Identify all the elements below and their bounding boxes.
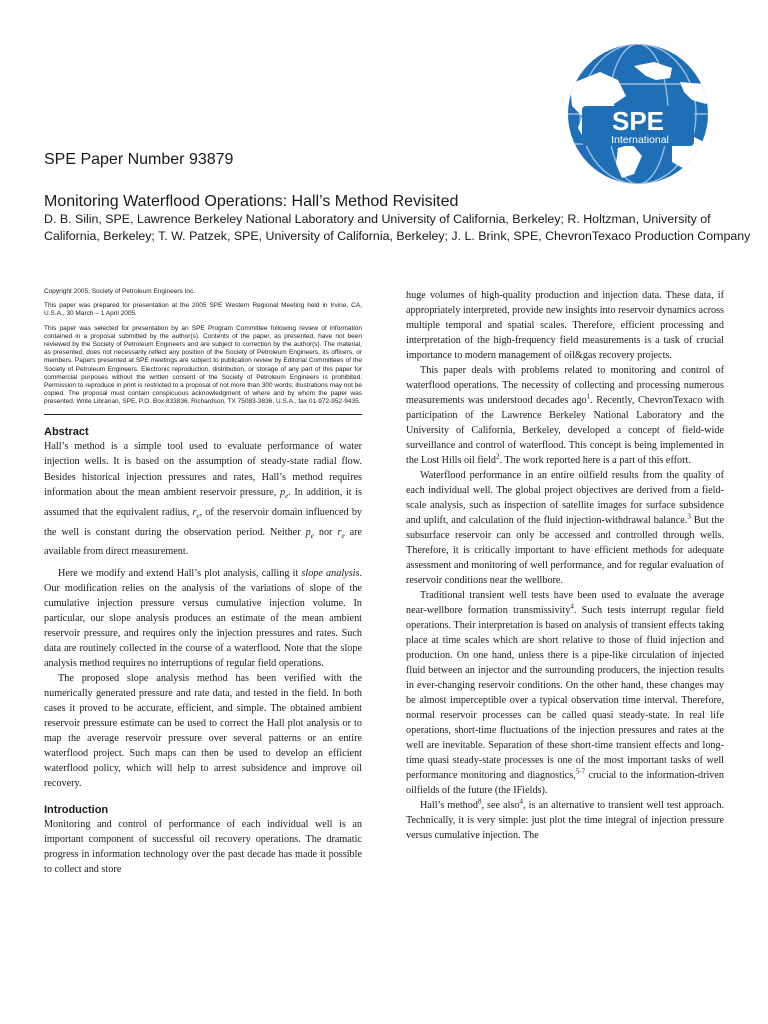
paper-number: SPE Paper Number 93879 [44, 151, 234, 168]
citation-2: 2 [495, 452, 500, 461]
logo-text-spe: SPE [611, 106, 665, 136]
spe-international-logo [522, 44, 754, 204]
selection-note: This paper was selected for presentation by an SPE Program Committee following review of information contained in a proposal submitted by the author(s). Contents of the paper, as presented, have not been reviewed by the Society of Petroleum Engineers and are subject to correction by the author(s). The material, as presented, does not necessarily reflect any position of the Society of Petroleum Engineers, its officers, or members. Papers presented at SPE meetings are subject to publication review by Editorial Committees of the Society of Petroleum Engineers. Electronic reproduction, distribution, or storage of any part of this paper for commercial purposes without the written consent of the Society of Petroleum Engineers is prohibited. Permission to reproduce in print is restricted to a proposal of not more than 300 words; illustrations may not be copied. The proposal must contain conspicuous acknowledgment of where and by whom the paper was presented. Write Librarian, SPE, P.O. Box 833836, Richardson, TX 75083-3836, U.S.A., fax 01-972-952-9435. [44, 324, 362, 406]
introduction-heading: Introduction [44, 803, 109, 816]
abstract-paragraph-1: Hall’s method is a simple tool used to evaluate performance of water injection wells. It is based on the assumption of steady-state radial flow. Besides historical injection pressures and rates, Hall’s method requires information about the mean ambient reservoir pressure, $p_e$. In addition, it is assumed that the equivalent radius, $r_e$, of the reservoir domain influenced by the well is constant during the observation period. Neither $p_e$ nor $r_e$ are available from direct measurement. [44, 440, 363, 558]
right-paragraph-4: Traditional transient well tests have been used to evaluate the average near-wellbore formation transmissivity$^4$. Such tests interrupt regular field operations. Their interpretation is based on analysis of transient effects taking place at time scales which are short relative to those of fluid injection and production. On one hand, unless there is a pipe-like circulation of injected fluid between an injector and the surrounding producers, the injection results in ever-changing reservoir conditions. On the other hand, these changes may be almost imperceptible over a typical observation time interval. Therefore, normal reservoir processes can be called quasi steady-state. In real life operations, short-time fluctuations of the injection pressures and rates at the well are inevitable. Separation of these short-time transient effects and long-time quasi steady-state processes is one of the most important tasks of well performance monitoring and diagnostics,$^{5-7}$ crucial to the information-driven oilfields of the future (the IFields). [406, 590, 724, 796]
citation-5-7: 5-7 [575, 767, 586, 776]
copyright-notice [44, 288, 362, 407]
abstract-heading: Abstract [44, 425, 89, 438]
author-list: D. B. Silin, SPE, Lawrence Berkeley National Laboratory and University of California, Berkeley; R. Holtzman, University of California, Berkeley; T. W. Patzek, SPE, University of California, Berkeley; J. L. Brink, SPE, ChevronTexaco Production Company [44, 212, 751, 243]
copyright-line: Copyright 2005, Society of Petroleum Engineers Inc. [44, 288, 196, 295]
symbol-pe: $p_e$ [279, 487, 289, 501]
slope-analysis-emphasis: slope analysis [301, 567, 360, 579]
citation-4: 4 [570, 602, 574, 611]
symbol-pe-2: $p_e$ [305, 526, 314, 540]
citation-4b: 4 [519, 797, 524, 806]
citation-1: 1 [586, 392, 591, 401]
citation-8: 8 [477, 797, 482, 806]
presentation-note: This paper was prepared for presentation at the 2005 SPE Western Regional Meeting held in Irvine, CA, U.S.A., 30 March – 1 April 2005. [44, 302, 362, 318]
left-column [44, 288, 362, 877]
citation-3: 3 [687, 512, 691, 521]
logo-text-international: International [611, 134, 669, 146]
abstract-paragraph-2: Here we modify and extend Hall’s plot analysis, calling it slope analysis. Our modification relies on the analysis of the variations of slope of the cumulative injection pressure versus cumulative injection volume. In particular, our slope analysis produces an estimate of the mean ambient reservoir pressure, and requires only the injection pressures and rates. Such data are routinely collected in the course of a waterflood. Note that the slope analysis method requires no interruptions of regular field operations. [44, 567, 362, 669]
right-paragraph-3: Waterflood performance in an entire oilfield results from the quality of each individual well. The global project objectives are derived from a field-scale analysis, such as inspection of satellite images for surface subsidence and uplift, and calculation of the fluid injection-withdrawal balance.$^3$ But the subsurface reservoir can only be accessed and controlled through wells. Therefore, it is critically important to have efficient methods for adequate assessment and monitoring of well performance, and for regular evaluation of reservoir conditions near the wellbore. [406, 470, 724, 586]
symbol-re-2: $r_e$ [337, 526, 345, 540]
right-paragraph-1: huge volumes of high-quality production and injection data. These data, if appropriately interpreted, provide new insights into reservoir dynamics across multiple temporal and spatial scales. Therefore, efficient processing and interpretation of the high-frequency field measurements is a task of crucial importance to modern management of oil&gas recovery projects. [406, 290, 724, 361]
copyright-divider [44, 414, 362, 415]
paper-title: Monitoring Waterflood Operations: Hall’s Method Revisited [44, 193, 459, 210]
introduction-paragraph-1: Monitoring and control of performance of each individual well is an important component of successful oil recovery operations. The dramatic progress in information technology over the past decade has made it possible to collect and store [44, 818, 362, 875]
symbol-re: $r_e$ [192, 507, 200, 521]
right-column [406, 288, 724, 843]
abstract-paragraph-3: The proposed slope analysis method has been verified with the numerically generated pressure and rate data, and tested in the field. In both cases it proved to be accurate, efficient, and simple. The obtained ambient reservoir pressure estimate can be used to correct the Hall plot analysis or to map the average reservoir pressure over several patterns or an entire waterflood project. Such maps can then be used to develop an efficient waterflood policy, which will help to arrest subsidence and improve oil recovery. [44, 672, 362, 789]
right-paragraph-5: Hall’s method$^8$, see also$^4$, is an alternative to transient well test approach. Technically, it is very simple: just plot the time integral of injection pressure versus cumulative injection. The [406, 797, 724, 841]
right-paragraph-2: This paper deals with problems related to monitoring and control of waterflood operations. The necessity of collecting and processing numerous measurements was understood decades ago$^1$. Recently, ChevronTexaco with participation of the Lawrence Berkeley National Laboratory and the University of California, Berkeley, developed a concept of field-wide surveillance and control of waterflood. This concept is being implemented in the Lost Hills oil field$^2$. The work reported here is a part of this effort. [406, 365, 724, 466]
